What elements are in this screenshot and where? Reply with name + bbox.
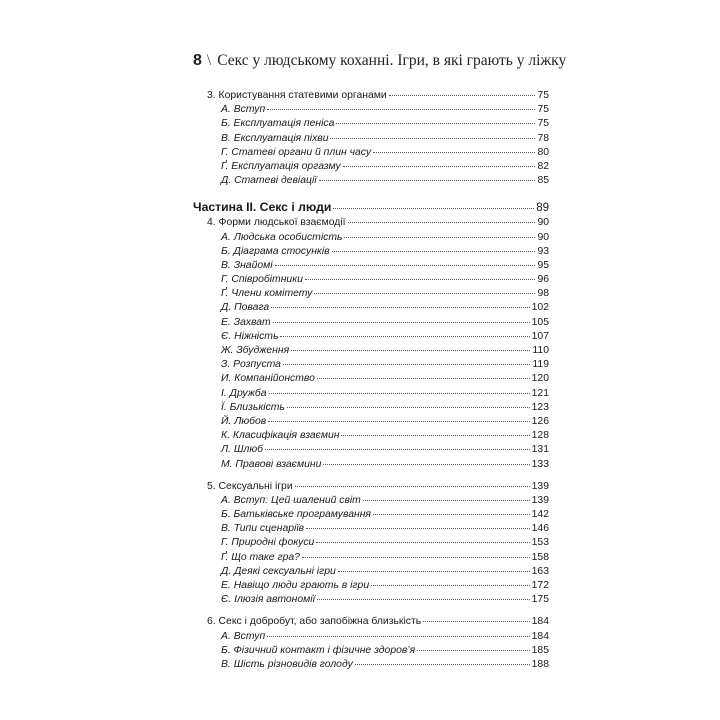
book-title: Секс у людському коханні. Ігри, в які грають у ліжку — [217, 52, 567, 69]
dot-leader — [306, 528, 530, 529]
toc-subsection[interactable] — [193, 372, 549, 386]
toc-page-number: 93 — [537, 245, 549, 257]
dot-leader — [344, 237, 535, 238]
toc-subsection[interactable] — [193, 401, 549, 415]
toc-page-number: 95 — [537, 259, 549, 271]
toc-chapter[interactable] — [193, 480, 549, 494]
toc-page-number: 102 — [531, 302, 549, 314]
toc-entry-title: 3. Користування статевими органами — [207, 90, 387, 101]
toc-page-number: 131 — [531, 444, 549, 456]
toc-page-number: 85 — [537, 175, 549, 187]
dot-leader — [273, 322, 530, 323]
toc-page-number: 133 — [531, 458, 549, 470]
dot-leader — [280, 336, 529, 337]
dot-leader — [348, 222, 536, 223]
toc-page-number: 172 — [531, 580, 549, 591]
toc-entry-title: Ґ. Що таке гра? — [221, 551, 300, 563]
dot-leader — [417, 650, 529, 651]
toc-subsection[interactable] — [193, 593, 549, 607]
toc-page-number: 184 — [531, 630, 549, 642]
dot-leader — [323, 464, 529, 465]
toc-entry-title: А. Вступ: Цей шалений світ — [221, 494, 361, 506]
dot-leader — [269, 393, 530, 394]
toc-entry-title: 6. Секс і добробут, або запобіжна близькість — [207, 616, 422, 628]
toc-page-number: 98 — [537, 288, 549, 300]
toc-page-number: 153 — [531, 537, 549, 549]
dot-leader — [330, 138, 535, 139]
toc-entry-title: А. Вступ — [221, 630, 266, 642]
toc-entry-title: Г. Співробітники — [221, 274, 303, 286]
dot-leader — [332, 251, 536, 252]
toc-entry-title: Є. Ніжність — [221, 330, 279, 342]
toc-page-number: 188 — [531, 658, 549, 670]
toc-page-number: 184 — [531, 616, 549, 628]
toc-entry-title: Є. Ілюзія автономії — [221, 594, 315, 606]
toc-subsection[interactable] — [193, 245, 549, 259]
spacer — [193, 188, 549, 198]
dot-leader — [363, 500, 530, 501]
dot-leader — [267, 109, 535, 110]
toc-entry-title: Г. Статеві органи й плин часу — [221, 146, 372, 158]
dot-leader — [316, 542, 529, 543]
toc-subsection[interactable] — [193, 508, 549, 522]
dot-leader — [302, 557, 530, 558]
toc-entry-title: Ж. Збудження — [221, 345, 290, 356]
dot-leader — [287, 407, 530, 408]
toc-page-number: 75 — [537, 104, 549, 116]
spacer — [193, 472, 549, 480]
toc-subsection[interactable] — [193, 316, 549, 330]
page-number: 8 — [193, 52, 202, 69]
toc-page-number: 107 — [531, 330, 549, 342]
toc-entry-title: М. Правові взаємини — [221, 458, 322, 470]
toc-page-number: 146 — [531, 523, 549, 535]
toc-page-number: 126 — [531, 415, 549, 427]
toc-subsection[interactable] — [193, 658, 549, 672]
toc-page-number: 80 — [537, 146, 549, 158]
toc-page-number: 90 — [537, 231, 549, 243]
toc-subsection[interactable] — [193, 174, 549, 188]
running-head — [193, 52, 567, 70]
toc-entry-title: Б. Експлуатація пеніса — [221, 118, 335, 130]
toc-subsection[interactable] — [193, 132, 549, 146]
dot-leader — [341, 435, 529, 436]
toc-page-number: 105 — [531, 316, 549, 328]
toc-page-number: 75 — [537, 90, 549, 101]
spacer — [193, 607, 549, 615]
toc-subsection[interactable] — [193, 579, 549, 593]
dot-leader — [373, 514, 530, 515]
table-of-contents — [193, 89, 549, 672]
toc-subsection[interactable] — [193, 551, 549, 565]
toc-entry-title: Ґ. Експлуатація оргазму — [221, 160, 341, 172]
toc-page-number: 82 — [537, 160, 549, 172]
toc-subsection[interactable] — [193, 344, 549, 358]
toc-entry-title: З. Розпуста — [221, 359, 281, 371]
toc-entry-title: К. Класифікація взаємин — [221, 430, 340, 442]
dot-leader — [265, 449, 530, 450]
toc-entry-title: 4. Форми людської взаємодії — [207, 217, 346, 229]
toc-page-number: 89 — [536, 202, 549, 215]
toc-subsection[interactable] — [193, 415, 549, 429]
toc-subsection[interactable] — [193, 387, 549, 401]
toc-page-number: 128 — [531, 430, 549, 442]
dot-leader — [268, 421, 529, 422]
toc-entry-title: Е. Захват — [221, 316, 271, 328]
toc-entry-title: А. Людська особистість — [221, 231, 343, 243]
toc-page-number: 110 — [532, 345, 549, 356]
dot-leader — [295, 486, 530, 487]
dot-leader — [319, 180, 536, 181]
dot-leader — [305, 279, 536, 280]
toc-entry-title: Е. Навіщо люди грають в ігри — [221, 580, 370, 591]
toc-page-number: 75 — [537, 118, 549, 130]
toc-subsection[interactable] — [193, 146, 549, 160]
dot-leader — [333, 208, 534, 209]
toc-page-number: 121 — [531, 387, 549, 399]
toc-entry-title: Ґ. Члени комітету — [221, 288, 313, 300]
toc-entry-title: Д. Деякі сексуальні ігри — [221, 565, 336, 577]
toc-page-number: 163 — [531, 565, 549, 577]
toc-entry-title: Д. Повага — [221, 302, 270, 314]
toc-subsection[interactable] — [193, 259, 549, 273]
toc-chapter[interactable] — [193, 216, 549, 230]
toc-entry-title: В. Експлуатація піхви — [221, 132, 329, 144]
toc-entry-title: И. Компанійонство — [221, 373, 315, 385]
toc-entry-title: 5. Сексуальні ігри — [207, 480, 293, 492]
toc-entry-title: І. Дружба — [221, 387, 267, 399]
toc-subsection[interactable] — [193, 160, 549, 174]
toc-page-number: 158 — [531, 551, 549, 563]
toc-entry-title: В. Типи сценаріїв — [221, 523, 305, 535]
toc-page-number: 96 — [537, 274, 549, 286]
toc-page-number: 119 — [532, 359, 549, 371]
toc-page-number: 139 — [531, 480, 549, 492]
dot-leader — [283, 364, 531, 365]
toc-entry-title: Й. Любов — [221, 415, 267, 427]
dot-leader — [336, 123, 535, 124]
dot-leader — [317, 378, 530, 379]
toc-entry-title: В. Знайомі — [221, 259, 273, 271]
toc-subsection[interactable] — [193, 117, 549, 131]
toc-chapter[interactable] — [193, 615, 549, 629]
toc-entry-title: В. Шість різновидів голоду — [221, 658, 353, 670]
toc-page-number: 78 — [537, 132, 549, 144]
dot-leader — [317, 599, 530, 600]
dot-leader — [343, 166, 536, 167]
dot-leader — [267, 636, 529, 637]
dot-leader — [314, 293, 535, 294]
toc-subsection[interactable] — [193, 273, 549, 287]
toc-page-number: 120 — [531, 373, 549, 385]
toc-page-number: 123 — [531, 401, 549, 413]
dot-leader — [271, 307, 529, 308]
toc-subsection[interactable] — [193, 330, 549, 344]
toc-page-number: 175 — [531, 594, 549, 606]
toc-page-number: 185 — [531, 644, 549, 656]
dot-leader — [355, 664, 530, 665]
toc-part-heading[interactable] — [193, 198, 549, 216]
toc-subsection[interactable] — [193, 103, 549, 117]
toc-page-number: 139 — [531, 494, 549, 506]
dot-leader — [338, 571, 530, 572]
toc-subsection[interactable] — [193, 458, 549, 472]
toc-subsection[interactable] — [193, 536, 549, 550]
toc-entry-title: Л. Шлюб — [221, 444, 263, 456]
toc-subsection[interactable] — [193, 429, 549, 443]
toc-entry-title: Б. Батьківське програмування — [221, 509, 371, 521]
toc-subsection[interactable] — [193, 358, 549, 372]
dot-leader — [423, 621, 530, 622]
toc-entry-title: А. Вступ — [221, 104, 266, 116]
toc-subsection[interactable] — [193, 565, 549, 579]
toc-subsection[interactable] — [193, 494, 549, 508]
toc-subsection[interactable] — [193, 443, 549, 457]
toc-entry-title: Частина II. Секс і люди — [193, 200, 332, 215]
toc-subsection[interactable] — [193, 287, 549, 301]
toc-entry-title: Ї. Близькість — [221, 401, 285, 413]
toc-page-number: 90 — [537, 217, 549, 229]
toc-subsection[interactable] — [193, 231, 549, 245]
dot-leader — [371, 585, 530, 586]
toc-entry-title: Г. Природні фокуси — [221, 537, 315, 549]
header-separator: \ — [206, 52, 212, 69]
toc-entry-title: Б. Діаграма стосунків — [221, 245, 330, 257]
dot-leader — [275, 265, 536, 266]
toc-subsection[interactable] — [193, 301, 549, 315]
toc-subsection[interactable] — [193, 644, 549, 658]
dot-leader — [373, 152, 535, 153]
toc-entry-title: Б. Фізичний контакт і фізичне здоров’я — [221, 644, 416, 656]
dot-leader — [389, 95, 536, 96]
toc-page-number: 142 — [531, 509, 549, 521]
dot-leader — [291, 350, 530, 351]
toc-chapter[interactable] — [193, 89, 549, 103]
toc-entry-title: Д. Статеві девіації — [221, 175, 317, 187]
toc-subsection[interactable] — [193, 630, 549, 644]
toc-subsection[interactable] — [193, 522, 549, 536]
